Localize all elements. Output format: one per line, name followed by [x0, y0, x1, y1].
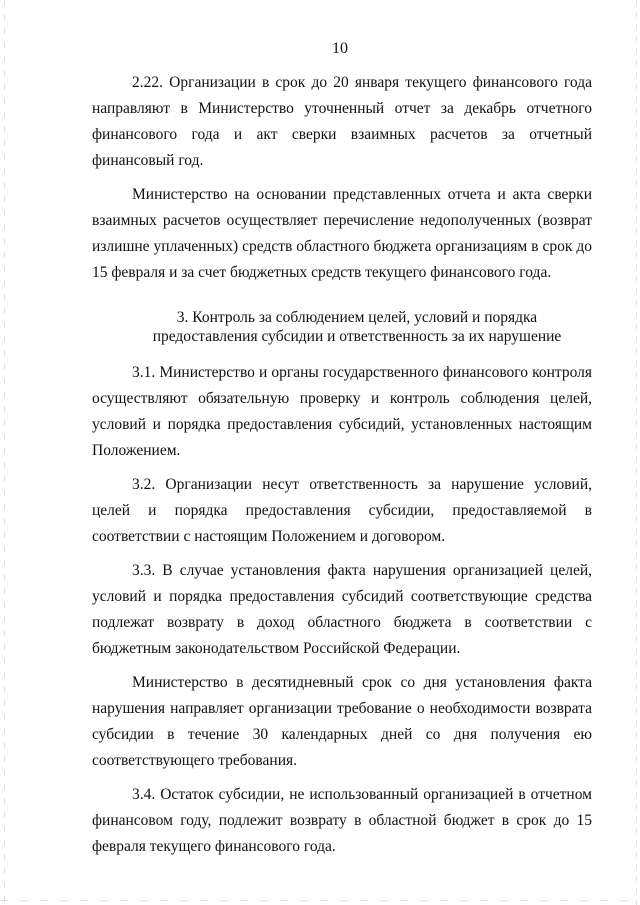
- scan-edge-left: [4, 0, 5, 905]
- section-heading-line-1: 3. Контроль за соблюдением целей, условий и порядка: [176, 309, 538, 326]
- section-heading-line-2: предоставления субсидии и ответственность за их нарушение: [152, 328, 562, 345]
- paragraph-3-4: 3.4. Остаток субсидии, не использованный организацией в отчетном финансовом году, подлежит возврату в областной бюджет в срок до 15 февраля текущего финансового года.: [92, 786, 592, 855]
- section-heading: [92, 308, 592, 346]
- scan-edge-bottom: [0, 900, 640, 901]
- page-number: 10: [332, 40, 348, 57]
- paragraph-ministry-demand: Министерство в десятидневный срок со дня установления факта нарушения направляет организации требование о необходимости возврата субсидии в течение 30 календарных дней со дня получения ею соответствующего требования.: [92, 674, 592, 769]
- paragraph-3-1: 3.1. Министерство и органы государственного финансового контроля осуществляют обязательную проверку и контроль соблюдения целей, условий и порядка предоставления субсидий, установленных настоящим Положением.: [92, 364, 592, 459]
- scan-edge-right: [636, 0, 637, 905]
- paragraph-2-22: 2.22. Организации в срок до 20 января текущего финансового года направляют в Министерство уточненный отчет за декабрь отчетного финансового года и акт сверки взаимных расчетов за отчетный финансовый год.: [92, 74, 592, 169]
- paragraph-ministry-transfer: Министерство на основании представленных отчета и акта сверки взаимных расчетов осуществляет перечисление недополученных (возврат излишне уплаченных) средств областного бюджета организациям в срок до 15 февраля и за счет бюджетных средств текущего финансового года.: [92, 186, 592, 281]
- paragraph-3-3: 3.3. В случае установления факта нарушения организацией целей, условий и порядка предоставления субсидий соответствующие средства подлежат возврату в доход областного бюджета в соответствии с бюджетным законодательством Российской Федерации.: [92, 562, 592, 657]
- paragraph-3-2: 3.2. Организации несут ответственность за нарушение условий, целей и порядка предоставления субсидии, предоставляемой в соответствии с настоящим Положением и договором.: [92, 476, 592, 545]
- document-body: [92, 70, 592, 868]
